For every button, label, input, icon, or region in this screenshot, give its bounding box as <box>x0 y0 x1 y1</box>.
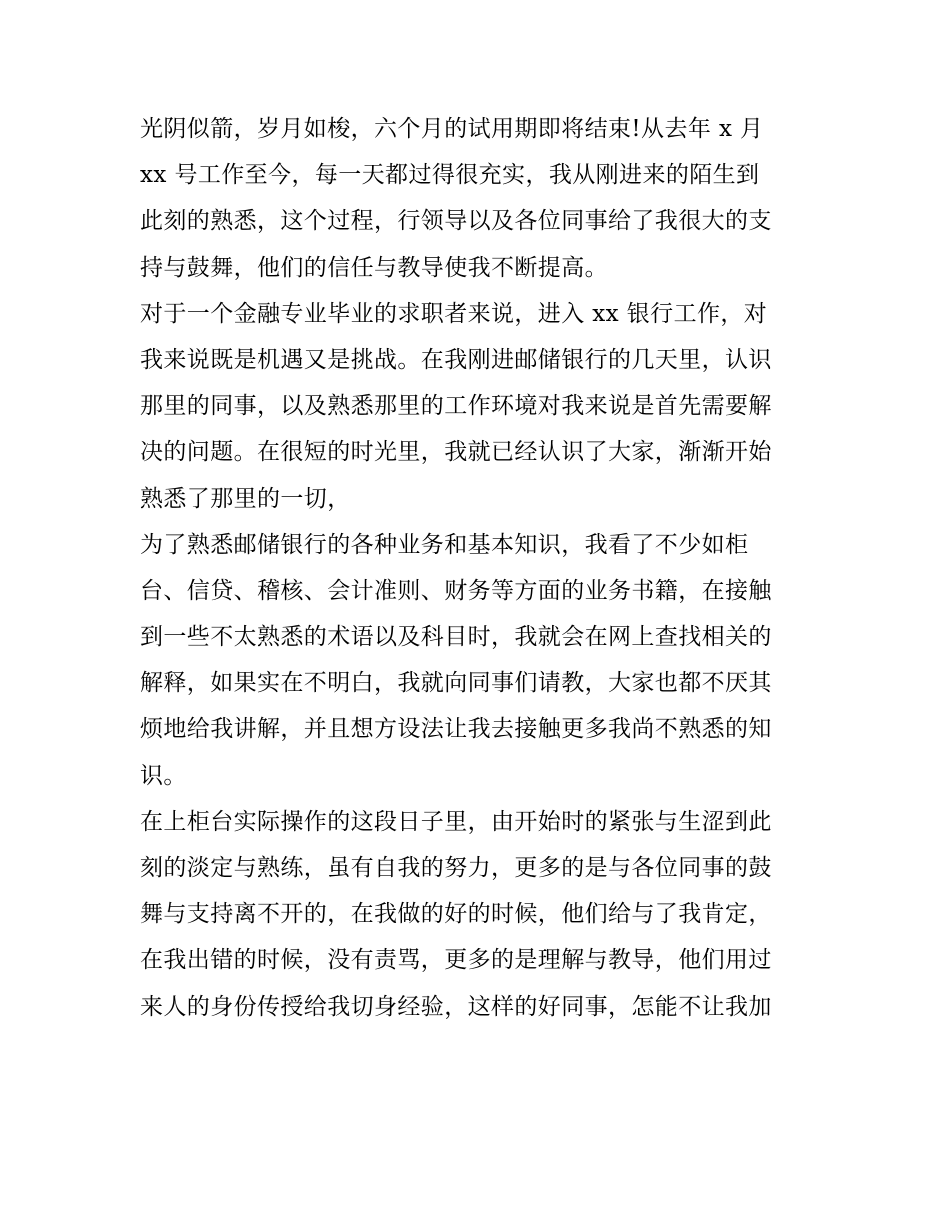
text-line: 那里的同事，以及熟悉那里的工作环境对我来说是首先需要解 <box>140 393 772 420</box>
text-line: 对于一个金融专业毕业的求职者来说，进入 xx 银行工作，对 <box>140 300 768 327</box>
text-line: 烦地给我讲解，并且想方设法让我去接触更多我尚不熟悉的知 <box>140 716 772 743</box>
paragraph-4 <box>140 799 820 1030</box>
text-line: 持与鼓舞，他们的信任与教导使我不断提高。 <box>140 254 608 281</box>
text-line: 到一些不太熟悉的术语以及科目时，我就会在网上查找相关的 <box>140 624 772 651</box>
text-line: 舞与支持离不开的，在我做的好的时候，他们给与了我肯定， <box>140 901 772 928</box>
text-line: 在上柜台实际操作的这段日子里，由开始时的紧张与生涩到此 <box>140 808 772 835</box>
paragraph-1 <box>140 106 820 291</box>
text-line: 熟悉了那里的一切， <box>140 485 351 512</box>
text-line: 我来说既是机遇又是挑战。在我刚进邮储银行的几天里，认识 <box>140 346 772 373</box>
document-body <box>140 106 820 1030</box>
text-line: 解释，如果实在不明白，我就向同事们请教，大家也都不厌其 <box>140 670 772 697</box>
text-line: 来人的身份传授给我切身经验，这样的好同事，怎能不让我加 <box>140 993 772 1020</box>
text-line: 决的问题。在很短的时光里，我就已经认识了大家，渐渐开始 <box>140 439 772 466</box>
text-line: 刻的淡定与熟练，虽有自我的努力，更多的是与各位同事的鼓 <box>140 855 772 881</box>
text-line: 为了熟悉邮储银行的各种业务和基本知识，我看了不少如柜 <box>140 531 749 558</box>
text-line: 台、信贷、稽核、会计准则、财务等方面的业务书籍，在接触 <box>140 577 772 604</box>
text-line: 光阴似箭，岁月如梭，六个月的试用期即将结束!从去年 x 月 <box>140 116 764 142</box>
text-line: xx 号工作至今，每一天都过得很充实，我从刚进来的陌生到 <box>140 162 760 189</box>
text-line: 在我出错的时候，没有责骂，更多的是理解与教导，他们用过 <box>140 947 772 974</box>
paragraph-2 <box>140 291 820 522</box>
paragraph-3 <box>140 522 820 799</box>
text-line: 此刻的熟悉，这个过程，行领导以及各位同事给了我很大的支 <box>140 208 772 235</box>
text-line: 识。 <box>140 762 187 789</box>
